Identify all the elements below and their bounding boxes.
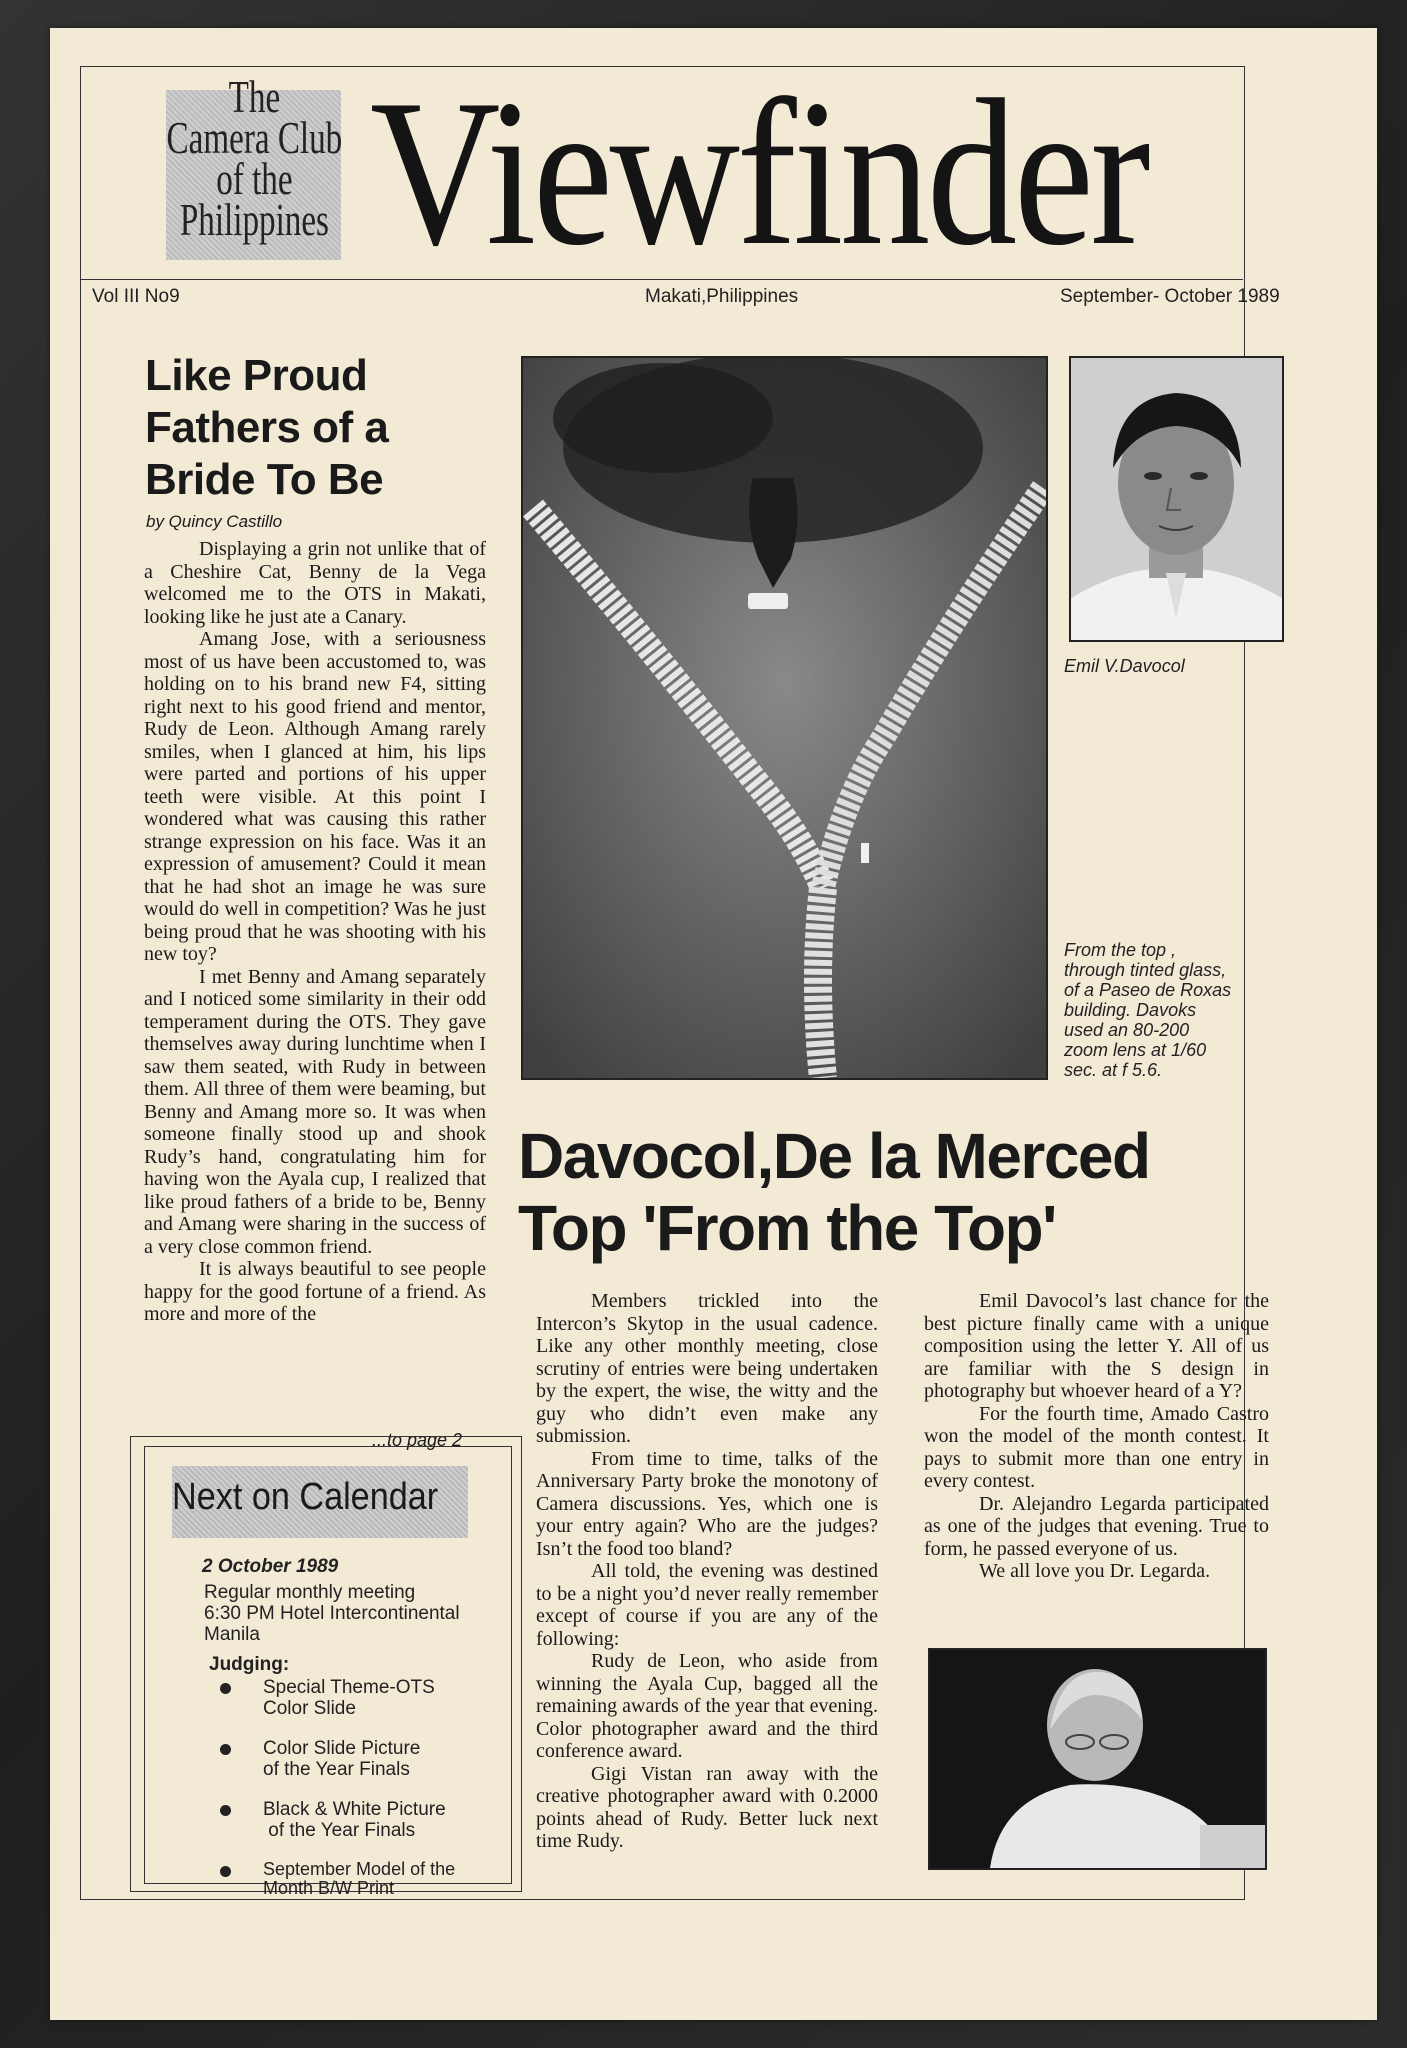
judging-item-line: Color Slide: [263, 1698, 356, 1719]
event-line: 6:30 PM Hotel Intercontinental: [204, 1603, 460, 1624]
judging-item: [263, 1738, 420, 1780]
club-line: Philippines: [179, 194, 329, 245]
y-path-image: [523, 358, 1046, 1078]
paragraph: Dr. Alejandro Legarda participated as one of the judges that evening. True to form, he passed everyone of us.: [924, 1492, 1269, 1560]
lead-headline: [145, 350, 388, 506]
main-photo-caption: From the top , through tinted glass, of a Paseo de Roxas building. Davoks used an 80-200 zoom lens at 1/60 sec. at f 5.6.: [1064, 940, 1232, 1080]
event-line: Manila: [204, 1624, 260, 1645]
headline-line: Like Proud: [145, 351, 368, 400]
judging-item-line: Black & White Picture: [263, 1799, 446, 1820]
headline-line: Top 'From the Top': [518, 1192, 1056, 1264]
headline-line: Davocol,De la Merced: [518, 1120, 1150, 1192]
calendar-title: Next on Calendar: [172, 1476, 439, 1518]
volume-number: Vol III No9: [92, 286, 180, 307]
judging-item: [263, 1677, 435, 1719]
bullet-icon: [220, 1744, 231, 1755]
bullet-icon: [220, 1866, 231, 1877]
paragraph: Rudy de Leon, who aside from winning the Ayala Cup, bagged all the remaining awards of the year that evening. Color photographer award and the third conference award.: [536, 1650, 878, 1762]
byline: by Quincy Castillo: [146, 512, 283, 531]
portrait-caption: Emil V.Davocol: [1064, 656, 1185, 676]
newsletter-title: Viewfinder: [370, 57, 1148, 289]
event-line: Regular monthly meeting: [204, 1582, 416, 1603]
paragraph: Emil Davocol’s last chance for the best picture finally came with a unique composition using the letter Y. All of us are familiar with the S design in photography but whoever heard of a Y?: [924, 1290, 1269, 1402]
portrait-image: [1071, 358, 1282, 640]
paragraph: For the fourth time, Amado Castro won the model of the month contest. It pays to submit more than one entry in every contest.: [924, 1402, 1269, 1492]
judging-item-line: Month B/W Print: [263, 1878, 395, 1898]
bullet-icon: [220, 1683, 231, 1694]
paragraph: I met Benny and Amang separately and I noticed some similarity in their odd temperament during the OTS. They gave themselves away during lunchtime when I saw them seated, with Rudy in between them. All three of them were beaming, but Benny and Amang more so. It was when someone finally stood up and shook Rudy’s hand, congratulating him for having won the Ayala cup, I realized that like proud fathers of a bride to be, Benny and Amang were sharing in the success of a very close common friend.: [144, 965, 486, 1258]
issue-date: September- October 1989: [1060, 286, 1280, 307]
paragraph: All told, the evening was destined to be a night you’d never really remember except of course if you are any of the following:: [536, 1560, 878, 1650]
club-line: The: [228, 71, 281, 122]
judge-image: [930, 1650, 1265, 1868]
headline-line: Fathers of a: [145, 403, 389, 452]
judging-label: Judging:: [209, 1654, 290, 1675]
calendar-date: 2 October 1989: [202, 1556, 339, 1577]
judging-item-line: of the Year Finals: [263, 1759, 410, 1780]
second-story-col2: [924, 1290, 1269, 1583]
lead-story-body: [144, 538, 486, 1326]
portrait-photo: [1069, 356, 1284, 642]
paragraph: Gigi Vistan ran away with the creative photographer award with 0.2000 points ahead of Rudy. Better luck next time Rudy.: [536, 1762, 878, 1852]
continued-note: ...to page 2: [372, 1430, 463, 1450]
main-photo: [521, 356, 1048, 1080]
judging-item-line: September Model of the: [263, 1859, 456, 1879]
paragraph: Members trickled into the Intercon’s Skytop in the usual cadence. Like any other monthly meeting, close scrutiny of entries were being undertaken by the expert, the wise, the witty and the guy who didn’t even make any submission.: [536, 1290, 878, 1447]
judging-item-line: Color Slide Picture: [263, 1738, 421, 1759]
bullet-icon: [220, 1805, 231, 1816]
paragraph: Displaying a grin not unlike that of a Cheshire Cat, Benny de la Vega welcomed me to the OTS in Makati, looking like he just ate a Canary.: [144, 538, 486, 628]
location: Makati,Philippines: [645, 286, 799, 307]
club-line: of the: [216, 153, 293, 204]
judging-item: [263, 1860, 455, 1898]
headline-line: Bride To Be: [145, 455, 384, 504]
club-name: [150, 71, 359, 245]
judging-item-line: Special Theme-OTS: [263, 1677, 435, 1698]
judge-photo: [928, 1648, 1267, 1870]
paragraph: It is always beautiful to see people happy for the good fortune of a friend. As more and more of the: [144, 1258, 486, 1325]
paragraph: Amang Jose, with a seriousness most of us have been accustomed to, was holding on to his brand new F4, sitting right next to his good friend and mentor, Rudy de Leon. Although Amang rarely smiles, when I glanced at him, his lips were parted and portions of his upper teeth were visible. At this point I wondered what was causing this rather strange expression on his face. Was it an expression of amusement? Could it mean that he had shot an image he was sure would do well in competition? Was he just being proud that he was shooting with his new toy?: [144, 628, 486, 965]
second-story-col1: [536, 1290, 878, 1853]
second-headline: [518, 1120, 1150, 1264]
judging-item: [263, 1799, 446, 1841]
judging-item-line: of the Year Finals: [263, 1820, 416, 1841]
calendar-event: [204, 1582, 460, 1645]
paragraph: We all love you Dr. Legarda.: [979, 1560, 1211, 1582]
club-line: Camera Club: [166, 112, 343, 163]
paragraph: From time to time, talks of the Anniversary Party broke the monotony of Camera discussions. Yes, which one is your entry again? Who are the judges? Isn’t the food too bland?: [536, 1447, 878, 1560]
